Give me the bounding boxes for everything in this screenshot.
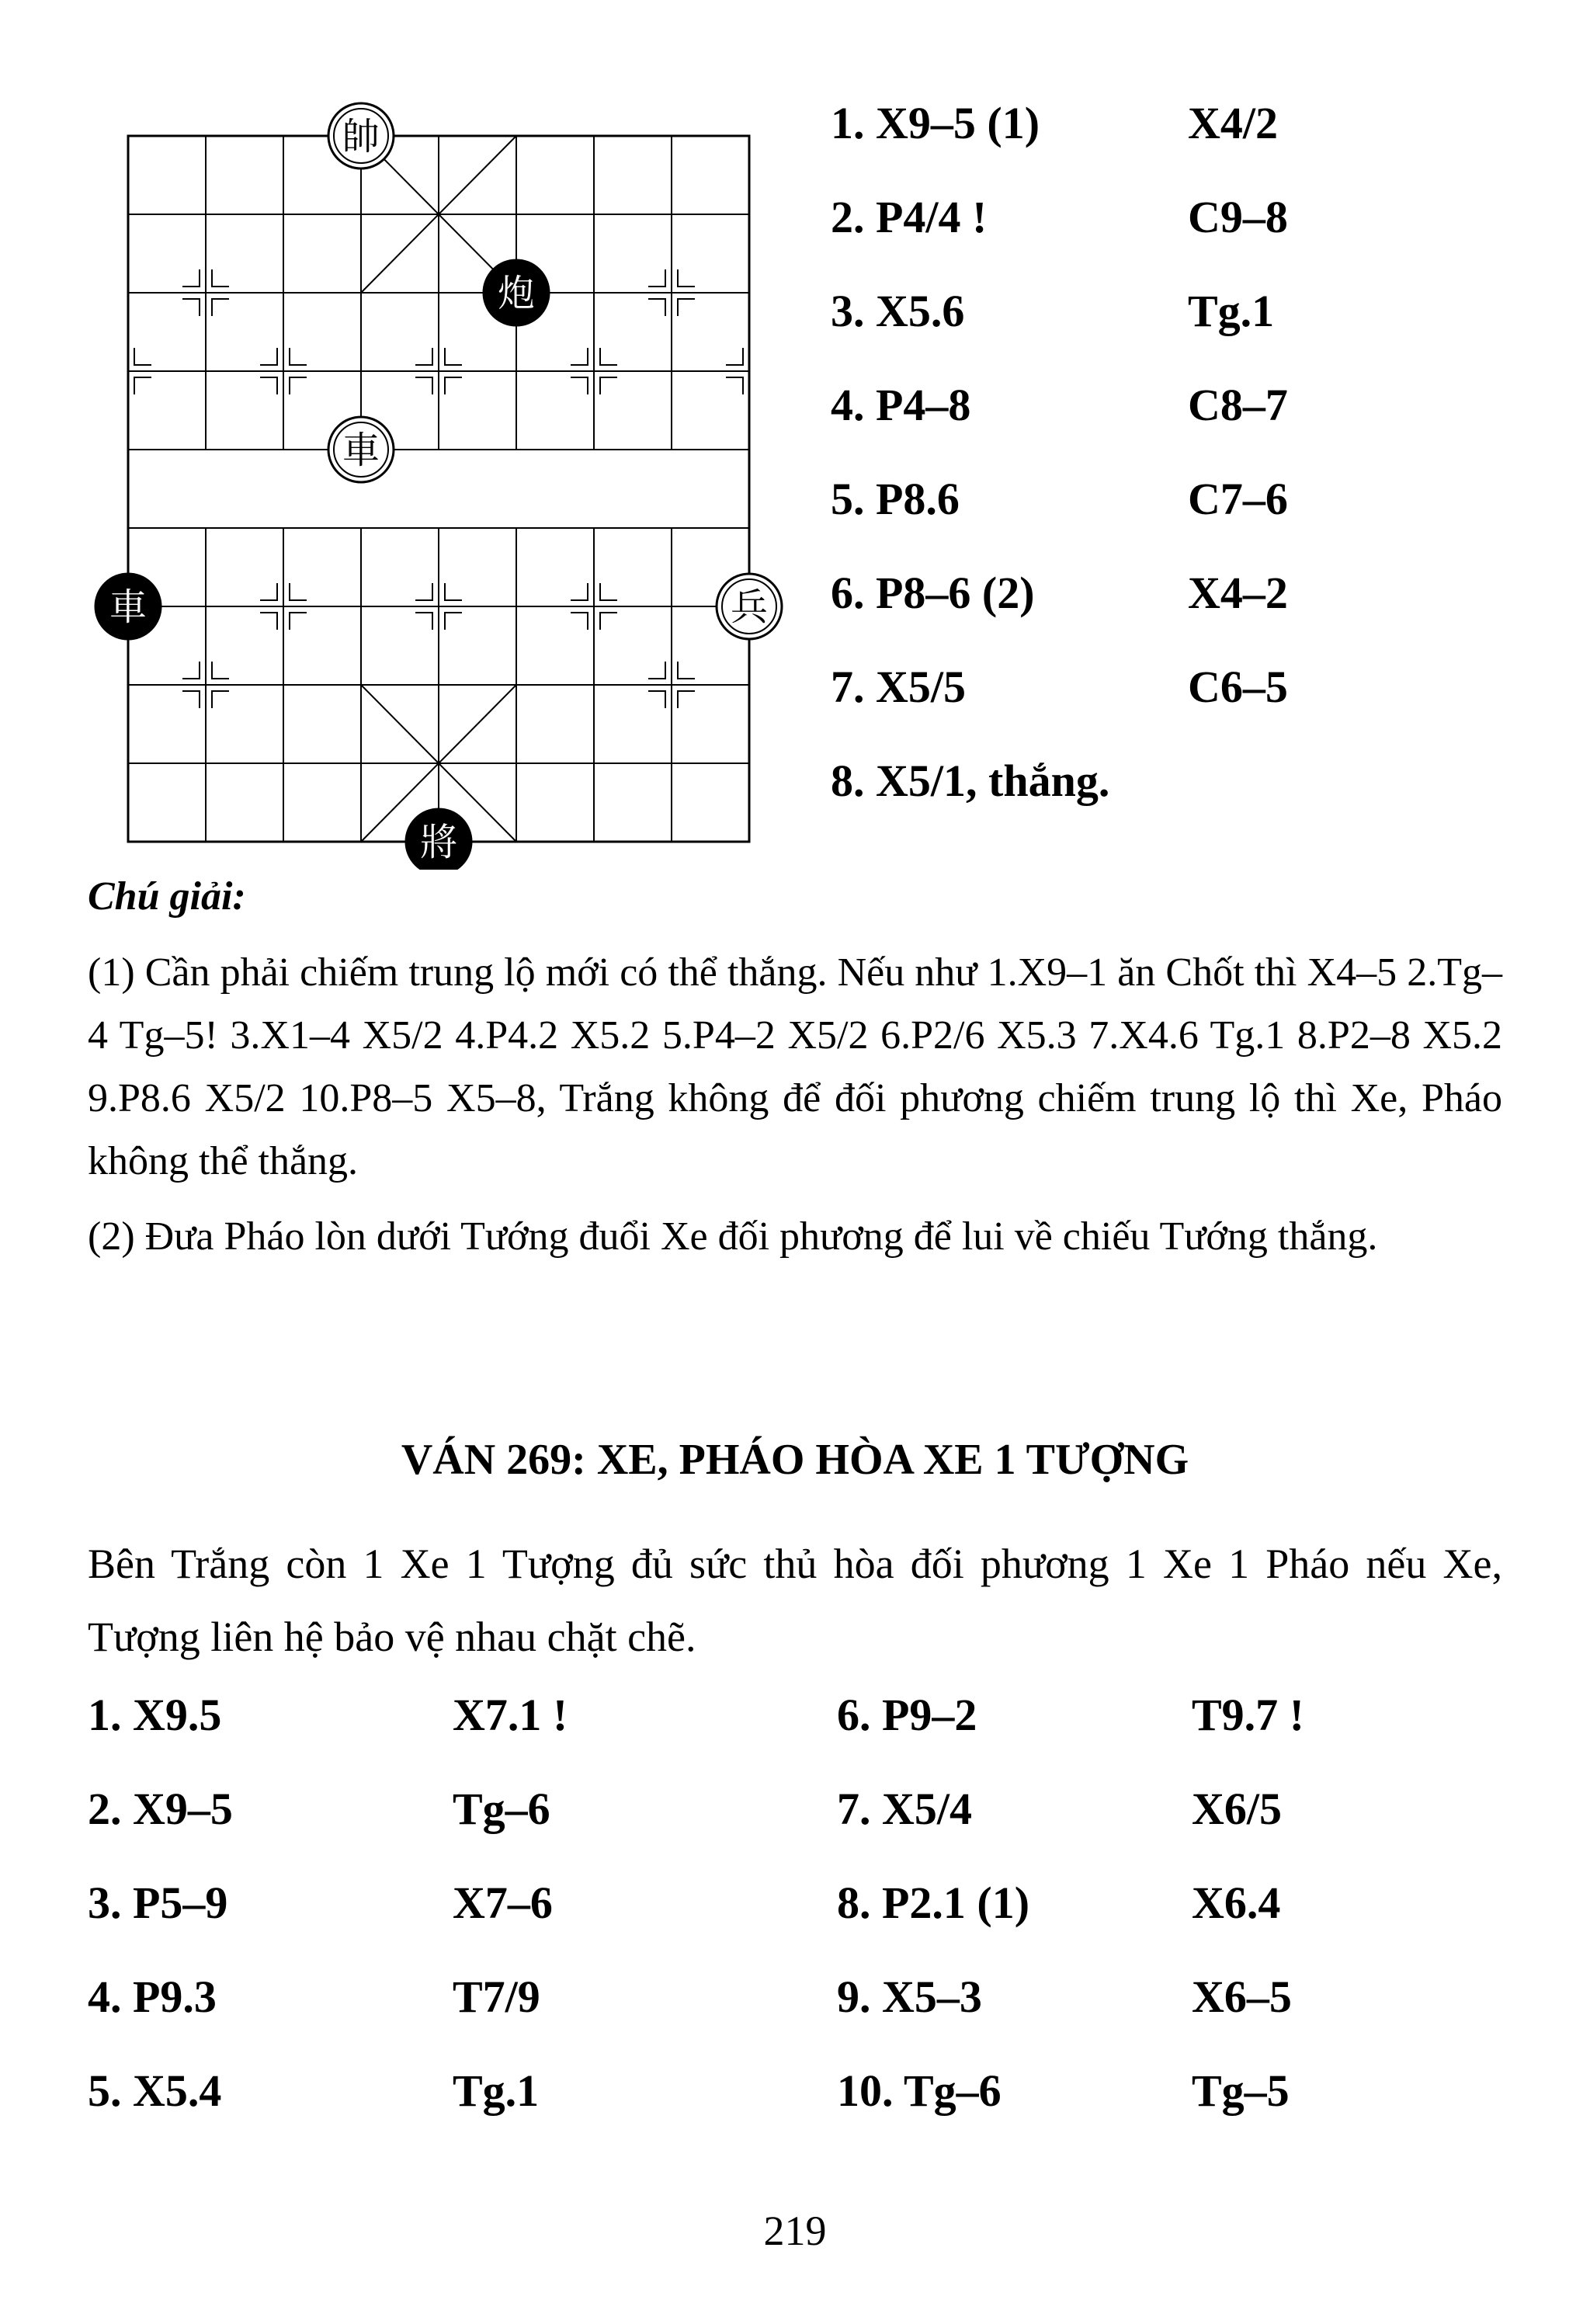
black-move: X7–6 bbox=[453, 1878, 553, 1928]
white-move: 1. X9–5 (1) bbox=[831, 98, 1040, 148]
white-move: 6. P9–2 bbox=[837, 1690, 977, 1740]
position-marker bbox=[260, 583, 277, 600]
move-row bbox=[88, 1783, 1485, 1877]
white-move: 10. Tg–6 bbox=[837, 2065, 1002, 2116]
position-marker bbox=[290, 377, 307, 394]
black-move: C7–6 bbox=[1188, 474, 1288, 524]
position-marker bbox=[648, 299, 665, 316]
position-marker bbox=[212, 691, 229, 708]
position-marker bbox=[260, 613, 277, 630]
white-move: 2. X9–5 bbox=[88, 1784, 233, 1834]
position-marker bbox=[678, 662, 695, 679]
position-marker bbox=[600, 348, 617, 365]
position-marker bbox=[648, 269, 665, 287]
move-row bbox=[831, 97, 1421, 191]
black-move: X7.1 ! bbox=[453, 1690, 568, 1740]
position-marker bbox=[445, 613, 462, 630]
white-move: 5. X5.4 bbox=[88, 2065, 222, 2116]
move-row bbox=[88, 1971, 1485, 2065]
white-move: 9. X5–3 bbox=[837, 1971, 982, 2022]
position-marker bbox=[260, 377, 277, 394]
black-move: X4/2 bbox=[1188, 98, 1278, 148]
white-move: 1. X9.5 bbox=[88, 1690, 222, 1740]
move-row bbox=[88, 1877, 1485, 1971]
move-row bbox=[831, 473, 1421, 567]
white-move: 4. P9.3 bbox=[88, 1971, 217, 2022]
piece-label: 兵 bbox=[730, 585, 769, 629]
section-heading: VÁN 269: XE, PHÁO HÒA XE 1 TƯỢNG bbox=[401, 1436, 1189, 1484]
black-move: T9.7 ! bbox=[1192, 1690, 1304, 1740]
note-2: (2) Đưa Pháo lòn dưới Tướng đuổi Xe đối phương để lui về chiếu Tướng thắng. bbox=[88, 1214, 1378, 1259]
position-marker bbox=[290, 583, 307, 600]
position-marker bbox=[182, 299, 200, 316]
white-move: 3. X5.6 bbox=[831, 286, 965, 336]
board-svg bbox=[78, 93, 792, 870]
position-marker bbox=[182, 691, 200, 708]
position-marker bbox=[290, 613, 307, 630]
position-marker bbox=[726, 348, 743, 365]
black-move: Tg.1 bbox=[1188, 286, 1275, 336]
page-number: 219 bbox=[763, 2208, 827, 2254]
move-row bbox=[831, 661, 1421, 755]
position-marker bbox=[445, 377, 462, 394]
position-marker bbox=[678, 691, 695, 708]
position-marker bbox=[571, 377, 588, 394]
position-marker bbox=[290, 348, 307, 365]
position-marker bbox=[182, 269, 200, 287]
piece-label: 將 bbox=[419, 821, 458, 864]
black-move: C9–8 bbox=[1188, 192, 1288, 242]
section-intro: Bên Trắng còn 1 Xe 1 Tượng đủ sức thủ hòa đối phương 1 Xe 1 Pháo nếu Xe, Tượng liên hệ bảo vệ nhau chặt chẽ. bbox=[88, 1541, 1502, 1660]
position-marker bbox=[571, 348, 588, 365]
white-move: 7. X5/4 bbox=[837, 1784, 972, 1834]
move-row bbox=[88, 2065, 1485, 2159]
position-marker bbox=[212, 269, 229, 287]
move-row bbox=[831, 755, 1421, 849]
white-move: 8. P2.1 (1) bbox=[837, 1878, 1030, 1928]
move-row bbox=[831, 285, 1421, 379]
piece-label: 帥 bbox=[342, 115, 380, 158]
move-row bbox=[831, 191, 1421, 285]
moves-bottom bbox=[88, 1689, 1485, 2159]
position-marker bbox=[678, 269, 695, 287]
position-marker bbox=[415, 613, 432, 630]
position-marker bbox=[415, 583, 432, 600]
moves-top bbox=[831, 97, 1421, 849]
position-marker bbox=[212, 299, 229, 316]
white-move: 6. P8–6 (2) bbox=[831, 568, 1035, 618]
move-row bbox=[831, 379, 1421, 473]
black-move: C8–7 bbox=[1188, 380, 1288, 430]
position-marker bbox=[445, 348, 462, 365]
position-marker bbox=[648, 691, 665, 708]
position-marker bbox=[600, 377, 617, 394]
black-move: T7/9 bbox=[453, 1971, 540, 2022]
notes-title: Chú giải: bbox=[88, 874, 246, 919]
black-move: Tg.1 bbox=[453, 2065, 540, 2116]
position-marker bbox=[415, 348, 432, 365]
position-marker bbox=[182, 662, 200, 679]
white-move: 3. P5–9 bbox=[88, 1878, 228, 1928]
black-move: C6–5 bbox=[1188, 662, 1288, 712]
position-marker bbox=[212, 662, 229, 679]
position-marker bbox=[600, 613, 617, 630]
black-move: X4–2 bbox=[1188, 568, 1288, 618]
position-marker bbox=[445, 583, 462, 600]
position-marker bbox=[415, 377, 432, 394]
black-move: Tg–6 bbox=[453, 1784, 550, 1834]
position-marker bbox=[134, 377, 151, 394]
white-move: 5. P8.6 bbox=[831, 474, 960, 524]
black-move: X6.4 bbox=[1192, 1878, 1281, 1928]
piece-label: 炮 bbox=[497, 272, 536, 315]
black-move: Tg–5 bbox=[1192, 2065, 1290, 2116]
position-marker bbox=[726, 377, 743, 394]
position-marker bbox=[134, 348, 151, 365]
position-marker bbox=[678, 299, 695, 316]
position-marker bbox=[600, 583, 617, 600]
piece-label: 車 bbox=[342, 429, 380, 472]
white-move: 8. X5/1, thắng. bbox=[831, 756, 1110, 806]
position-marker bbox=[571, 583, 588, 600]
black-move: X6/5 bbox=[1192, 1784, 1282, 1834]
piece-label: 車 bbox=[109, 585, 148, 629]
white-move: 2. P4/4 ! bbox=[831, 192, 988, 242]
white-move: 7. X5/5 bbox=[831, 662, 966, 712]
position-marker bbox=[648, 662, 665, 679]
black-move: X6–5 bbox=[1192, 1971, 1292, 2022]
position-marker bbox=[571, 613, 588, 630]
position-marker bbox=[260, 348, 277, 365]
move-row bbox=[88, 1689, 1485, 1783]
xiangqi-board-diagram bbox=[78, 93, 792, 870]
note-1: (1) Cần phải chiếm trung lộ mới có thể thắng. Nếu như 1.X9–1 ăn Chốt thì X4–5 2.Tg–4 Tg–5! 3.X1–4 X5/2 4.P4.2 X5.2 5.P4–2 X5/2 6.P2/6 X5.3 7.X4.6 Tg.1 8.P2–8 X5.2 9.P8.6 X5/2 10.P8–5 X5–8, Trắng không để đối phương chiếm trung lộ thì Xe, Pháo không thể thắng. bbox=[88, 950, 1502, 1183]
white-move: 4. P4–8 bbox=[831, 380, 971, 430]
move-row bbox=[831, 567, 1421, 661]
